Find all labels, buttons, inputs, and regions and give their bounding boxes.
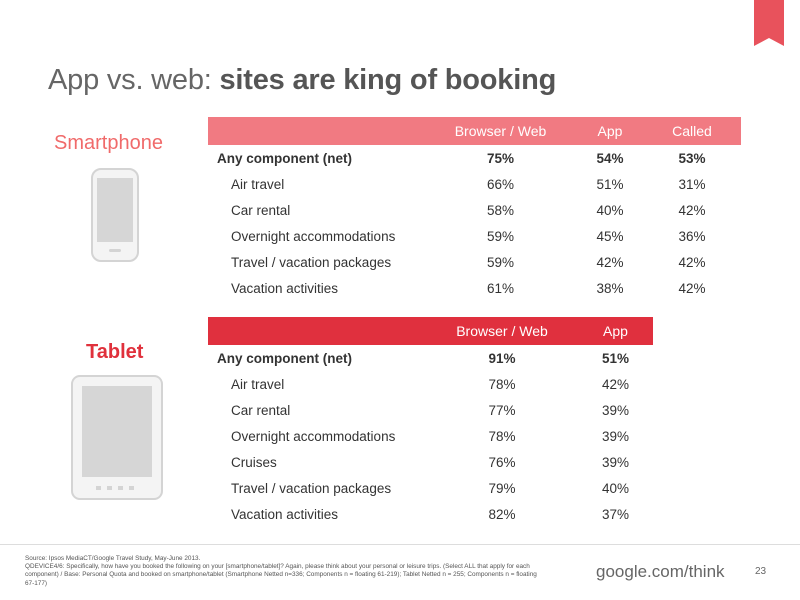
row-label: Car rental: [231, 402, 291, 418]
cell-value: 31%: [678, 176, 706, 192]
cell-value: 51%: [596, 176, 624, 192]
cell-value: 76%: [488, 454, 516, 470]
cell-value: 78%: [488, 376, 516, 392]
cell-value: 58%: [486, 202, 515, 218]
column-header: Browser / Web: [426, 317, 578, 345]
cell-value: 38%: [596, 280, 624, 296]
row-label: Travel / vacation packages: [231, 480, 392, 496]
column-header: App: [577, 117, 643, 145]
cell-value: 42%: [601, 376, 630, 392]
table-row: [208, 397, 653, 423]
cell-value: 66%: [486, 176, 515, 192]
table-row: [208, 501, 653, 527]
row-label: Air travel: [231, 176, 285, 192]
cell-value: 42%: [678, 202, 706, 218]
table-row: [208, 171, 741, 197]
table-row: [208, 449, 653, 475]
table-row: [208, 345, 653, 371]
cell-value: 82%: [488, 506, 516, 522]
table-row: [208, 423, 653, 449]
cell-value: 77%: [488, 402, 516, 418]
cell-value: 37%: [601, 506, 630, 522]
column-header: Called: [643, 117, 741, 145]
table-header-row: [208, 317, 653, 345]
cell-value: 75%: [486, 150, 515, 166]
row-label: Any component (net): [217, 150, 352, 166]
cell-value: 40%: [601, 480, 630, 496]
table-row: [208, 197, 741, 223]
cell-value: 59%: [486, 228, 515, 244]
column-header: Browser / Web: [424, 117, 577, 145]
column-header: App: [578, 317, 653, 345]
tablet-label: Tablet: [86, 341, 144, 363]
question-line: component) / Base: Personal Quota and booked on smartphone/tablet (Smartphone Netted n=336; Components n = floating 61-219); Tablet Netted n = 255; Components n = floating: [25, 571, 537, 579]
tablet-icon: [71, 375, 163, 500]
title-regular: App vs. web:: [48, 64, 212, 96]
footer-divider: [0, 544, 800, 545]
cell-value: 79%: [488, 480, 516, 496]
table-row: [208, 275, 741, 301]
brand-url: google.com/think: [596, 562, 725, 581]
cell-value: 59%: [486, 254, 515, 270]
cell-value: 45%: [596, 228, 624, 244]
header-blank: [208, 117, 424, 145]
cell-value: 53%: [678, 150, 706, 166]
page-number: 23: [755, 566, 767, 577]
cell-value: 42%: [596, 254, 624, 270]
cell-value: 39%: [601, 402, 630, 418]
cell-value: 78%: [488, 428, 516, 444]
source-note: [25, 555, 573, 588]
question-line: QDEVICE4/6: Specifically, how have you booked the following on your [smartphone/tablet]? Again, please think about your personal or leisure trips. (Select ALL that apply for each: [25, 563, 530, 571]
table-row: [208, 371, 653, 397]
cell-value: 42%: [678, 280, 706, 296]
row-label: Overnight accommodations: [231, 428, 396, 444]
table-header-row: [208, 117, 741, 145]
row-label: Travel / vacation packages: [231, 254, 392, 270]
cell-value: 54%: [596, 150, 624, 166]
slide-title: [48, 64, 556, 97]
row-label: Vacation activities: [231, 506, 339, 522]
cell-value: 91%: [488, 350, 516, 366]
question-line: 67-177): [25, 579, 48, 587]
smartphone-label: Smartphone: [54, 132, 163, 154]
table-row: [208, 145, 741, 171]
row-label: Car rental: [231, 202, 291, 218]
row-label: Cruises: [231, 454, 277, 470]
cell-value: 40%: [596, 202, 624, 218]
smartphone-icon: [91, 168, 139, 262]
cell-value: 61%: [486, 280, 515, 296]
cell-value: 36%: [678, 228, 706, 244]
table-row: [208, 249, 741, 275]
source-line: Source: Ipsos MediaCT/Google Travel Study, May-June 2013.: [25, 555, 201, 562]
table-row: [208, 475, 653, 501]
ribbon-bookmark-icon: [754, 0, 784, 46]
title-bold: sites are king of booking: [219, 64, 557, 96]
cell-value: 39%: [601, 454, 630, 470]
smartphone-table: [208, 117, 741, 301]
row-label: Overnight accommodations: [231, 228, 396, 244]
row-label: Air travel: [231, 376, 285, 392]
cell-value: 42%: [678, 254, 706, 270]
row-label: Any component (net): [217, 350, 352, 366]
cell-value: 39%: [601, 428, 630, 444]
row-label: Vacation activities: [231, 280, 339, 296]
header-blank: [208, 317, 426, 345]
tablet-table: [208, 317, 653, 527]
cell-value: 51%: [601, 350, 630, 366]
table-row: [208, 223, 741, 249]
